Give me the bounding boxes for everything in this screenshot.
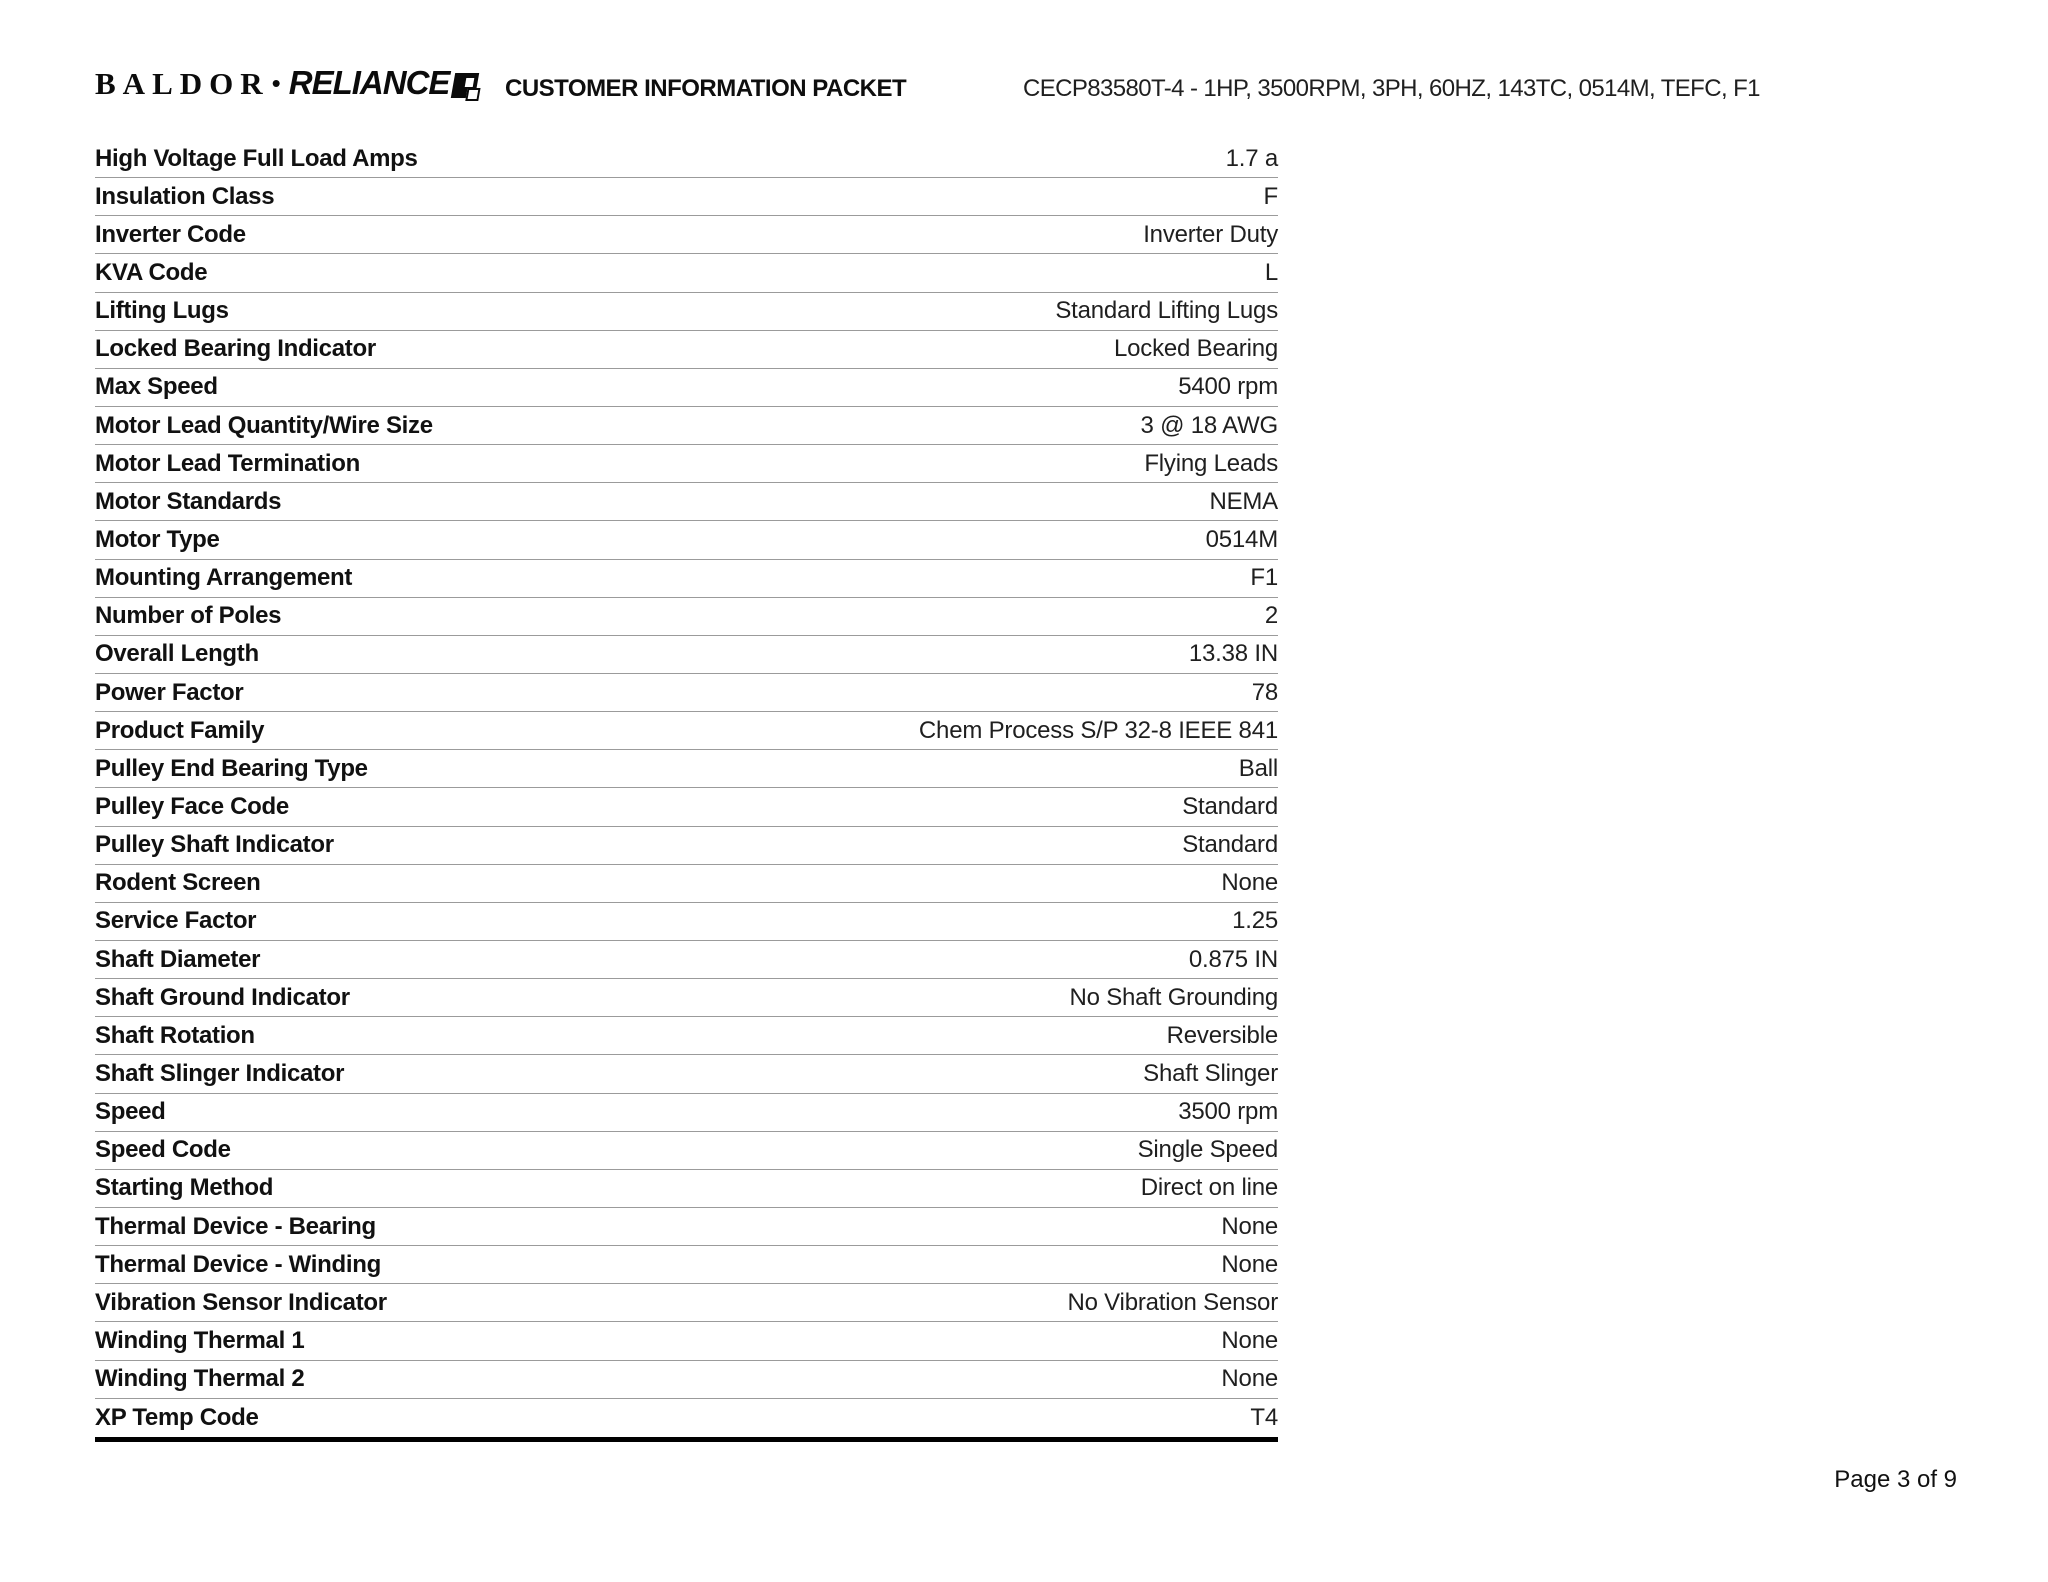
spec-value: Reversible: [1166, 1021, 1278, 1049]
spec-value: 1.7 a: [1225, 144, 1278, 172]
spec-value: 0.875 IN: [1188, 945, 1278, 973]
table-row: [95, 712, 1278, 750]
spec-value: None: [1221, 1212, 1278, 1240]
spec-value: Single Speed: [1137, 1136, 1278, 1164]
spec-label: Product Family: [95, 716, 265, 744]
spec-value: 3500 rpm: [1178, 1098, 1278, 1126]
spec-label: Locked Bearing Indicator: [95, 335, 376, 363]
table-row: [95, 674, 1278, 712]
spec-label: Motor Type: [95, 525, 220, 553]
spec-label: KVA Code: [95, 258, 208, 286]
spec-label: Motor Lead Quantity/Wire Size: [95, 411, 433, 439]
spec-label: Thermal Device - Winding: [95, 1250, 381, 1278]
spec-label: Winding Thermal 1: [95, 1326, 305, 1354]
spec-label: Speed Code: [95, 1136, 231, 1164]
table-row: [95, 407, 1278, 445]
table-row: [95, 293, 1278, 331]
table-row: [95, 140, 1278, 178]
table-row: [95, 827, 1278, 865]
table-row: [95, 1246, 1278, 1284]
table-row: [95, 1322, 1278, 1360]
spec-label: XP Temp Code: [95, 1403, 259, 1431]
spec-label: Motor Lead Termination: [95, 449, 360, 477]
table-row: [95, 1361, 1278, 1399]
page-header: [95, 64, 477, 102]
spec-value: No Vibration Sensor: [1067, 1288, 1278, 1316]
table-row: [95, 1399, 1278, 1437]
table-row: [95, 483, 1278, 521]
spec-value: F1: [1250, 564, 1278, 592]
spec-label: Shaft Rotation: [95, 1021, 255, 1049]
table-row: [95, 865, 1278, 903]
table-row: [95, 560, 1278, 598]
spec-value: T4: [1250, 1403, 1278, 1431]
table-row: [95, 1017, 1278, 1055]
spec-label: Shaft Slinger Indicator: [95, 1059, 345, 1087]
spec-value: Direct on line: [1140, 1174, 1278, 1202]
spec-label: Thermal Device - Bearing: [95, 1212, 376, 1240]
spec-label: Lifting Lugs: [95, 297, 229, 325]
spec-label: Winding Thermal 2: [95, 1365, 305, 1393]
table-row: [95, 636, 1278, 674]
spec-value: Chem Process S/P 32-8 IEEE 841: [918, 716, 1278, 744]
logo-dot-separator: •: [271, 68, 281, 98]
spec-label: Insulation Class: [95, 182, 275, 210]
spec-value: No Shaft Grounding: [1069, 983, 1278, 1011]
spec-label: Shaft Ground Indicator: [95, 983, 350, 1011]
table-row: [95, 445, 1278, 483]
spec-value: Ball: [1238, 754, 1278, 782]
table-row: [95, 1208, 1278, 1246]
spec-value: 13.38 IN: [1188, 640, 1278, 668]
spec-value: Standard: [1182, 831, 1278, 859]
spec-value: Standard Lifting Lugs: [1055, 297, 1278, 325]
spec-label: Pulley Shaft Indicator: [95, 831, 334, 859]
spec-value: NEMA: [1209, 487, 1278, 515]
spec-value: Shaft Slinger: [1143, 1059, 1278, 1087]
spec-label: Inverter Code: [95, 220, 246, 248]
document-title: CUSTOMER INFORMATION PACKET: [505, 75, 907, 102]
spec-label: Power Factor: [95, 678, 244, 706]
table-row: [95, 331, 1278, 369]
spec-value: 3 @ 18 AWG: [1140, 411, 1278, 439]
table-row: [95, 788, 1278, 826]
spec-value: 2: [1264, 602, 1278, 630]
table-row: [95, 1132, 1278, 1170]
spec-value: 5400 rpm: [1178, 373, 1278, 401]
spec-label: Motor Standards: [95, 487, 282, 515]
table-row: [95, 1094, 1278, 1132]
spec-value: Standard: [1182, 792, 1278, 820]
spec-value: None: [1221, 869, 1278, 897]
baldor-reliance-logo: [95, 64, 477, 102]
spec-label: Starting Method: [95, 1174, 274, 1202]
spec-value: None: [1221, 1326, 1278, 1354]
spec-label: Rodent Screen: [95, 869, 261, 897]
reliance-logo-text: RELIANCE: [288, 64, 450, 101]
spec-label: Max Speed: [95, 373, 218, 401]
spec-table: [95, 140, 1278, 1442]
product-spec-line: CECP83580T-4 - 1HP, 3500RPM, 3PH, 60HZ, 143TC, 0514M, TEFC, F1: [1023, 75, 1760, 102]
table-row: [95, 254, 1278, 292]
spec-label: High Voltage Full Load Amps: [95, 144, 418, 172]
spec-label: Overall Length: [95, 640, 259, 668]
table-row: [95, 521, 1278, 559]
spec-label: Vibration Sensor Indicator: [95, 1288, 387, 1316]
page-number: Page 3 of 9: [1834, 1466, 1957, 1493]
spec-label: Service Factor: [95, 907, 257, 935]
baldor-logo-text: BALDOR: [95, 66, 270, 101]
reliance-block-r-icon: [451, 73, 479, 98]
table-row: [95, 941, 1278, 979]
table-row: [95, 598, 1278, 636]
spec-label: Speed: [95, 1098, 166, 1126]
spec-label: Number of Poles: [95, 602, 282, 630]
spec-value: 1.25: [1232, 907, 1278, 935]
spec-value: 78: [1251, 678, 1278, 706]
spec-label: Pulley Face Code: [95, 792, 289, 820]
spec-value: Locked Bearing: [1114, 335, 1278, 363]
table-row: [95, 750, 1278, 788]
spec-value: L: [1264, 258, 1278, 286]
spec-label: Shaft Diameter: [95, 945, 261, 973]
spec-value: None: [1221, 1250, 1278, 1278]
spec-value: 0514M: [1205, 525, 1278, 553]
spec-value: None: [1221, 1365, 1278, 1393]
table-row: [95, 1170, 1278, 1208]
table-row: [95, 178, 1278, 216]
table-row: [95, 1284, 1278, 1322]
table-row: [95, 369, 1278, 407]
spec-value: Inverter Duty: [1143, 220, 1278, 248]
table-row: [95, 979, 1278, 1017]
table-row: [95, 1055, 1278, 1093]
spec-value: Flying Leads: [1144, 449, 1278, 477]
spec-label: Pulley End Bearing Type: [95, 754, 368, 782]
table-row: [95, 903, 1278, 941]
spec-value: F: [1263, 182, 1278, 210]
spec-label: Mounting Arrangement: [95, 564, 353, 592]
table-row: [95, 216, 1278, 254]
